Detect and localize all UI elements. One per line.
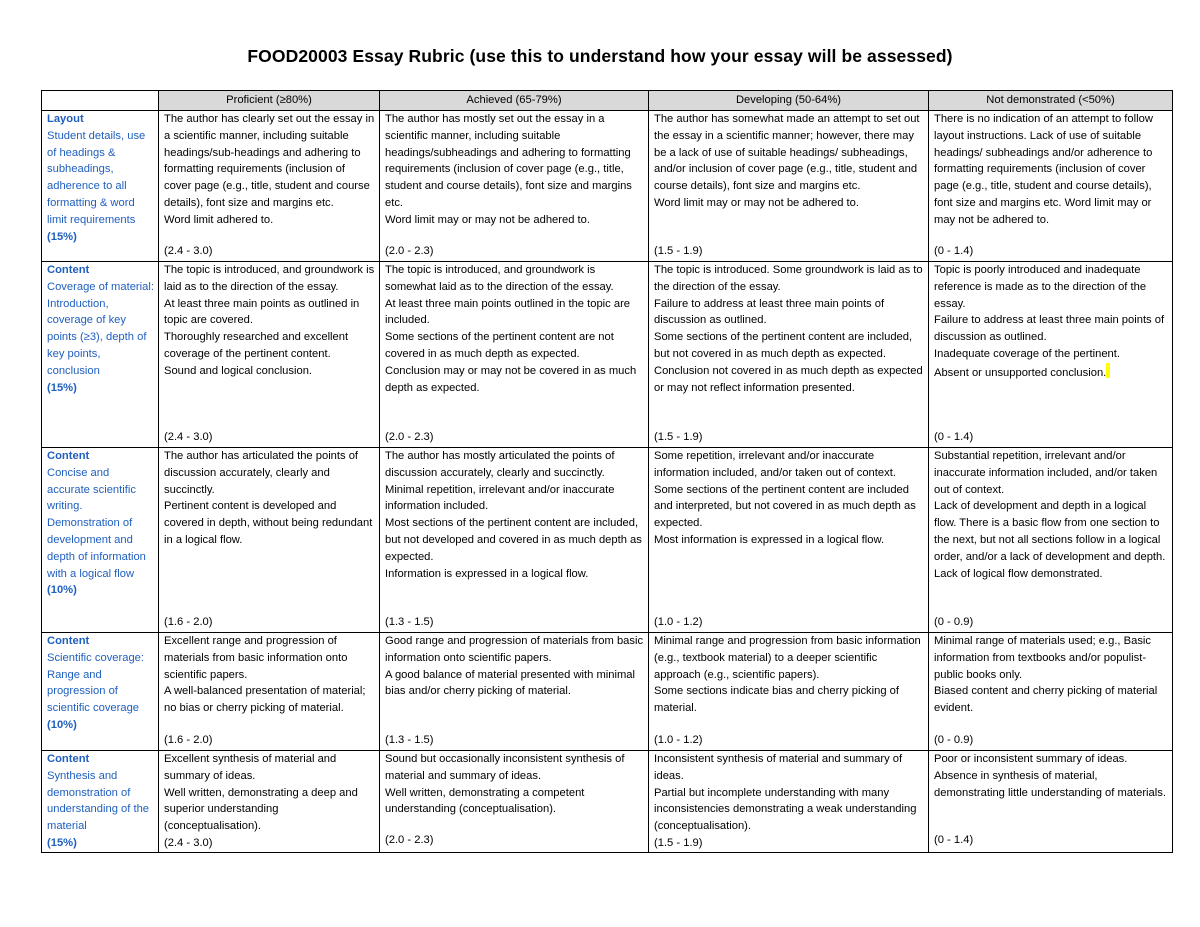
- description-line: Most sections of the pertinent content are included, but not developed and covered in as much depth as expected.: [385, 517, 642, 563]
- header-not-demonstrated: Not demonstrated (<50%): [929, 91, 1173, 111]
- criterion-name: Content: [47, 635, 90, 647]
- level-description: [934, 111, 1168, 229]
- criterion-weight: (15%): [47, 836, 77, 849]
- level-cell-developing: [649, 633, 929, 751]
- description-line: The author has somewhat made an attempt to set out the essay in a scientific manner; however, there may be a lack of use of suitable headings/ subheadings, and/or inclusion of cover page (e.g., title, student and course details), font size and margins etc.: [654, 113, 920, 193]
- level-cell-developing: [649, 262, 929, 448]
- description-line: A good balance of material presented with minimal bias and/or cherry picking of material.: [385, 668, 635, 698]
- score-range: (1.0 - 1.2): [654, 734, 703, 747]
- description-line: Partial but incomplete understanding with many inconsistencies demonstrating a weak understanding (conceptualisation).: [654, 786, 917, 833]
- description-line: Information is expressed in a logical flow.: [385, 567, 589, 580]
- criterion-name: Content: [47, 753, 90, 765]
- description-line: Topic is poorly introduced and inadequate reference is made as to the direction of the essay.: [934, 264, 1147, 310]
- score-range: (0 - 0.9): [934, 734, 974, 747]
- description-line: Conclusion not covered in as much depth as expected or may not reflect information presented.: [654, 364, 923, 394]
- header-blank-cell: [42, 91, 159, 111]
- level-cell-achieved: [380, 262, 649, 448]
- level-cell-not-demonstrated: [929, 751, 1173, 853]
- description-line: Good range and progression of materials from basic information onto scientific papers.: [385, 635, 644, 664]
- score-range: (2.4 - 3.0): [164, 245, 213, 258]
- description-line: At least three main points outlined in the topic are included.: [385, 297, 631, 327]
- rubric-row: [42, 448, 1173, 633]
- description-line: At least three main points as outlined in topic are covered.: [164, 297, 360, 327]
- score-range: (1.5 - 1.9): [654, 836, 703, 849]
- level-cell-proficient: [159, 633, 380, 751]
- description-line: Some sections of the pertinent content are included, but not covered in as much depth as expected.: [654, 331, 913, 360]
- score-range: (1.0 - 1.2): [654, 616, 703, 629]
- level-description: [164, 751, 375, 835]
- criterion-description: Student details, use of headings & subheadings, adherence to all formatting & word limit requirements: [47, 129, 146, 226]
- description-line: Biased content and cherry picking of material evident.: [934, 685, 1158, 715]
- description-line: Lack of logical flow demonstrated.: [934, 567, 1103, 580]
- description-line: The author has articulated the points of discussion accurately, clearly and succinctly.: [164, 450, 359, 496]
- level-cell-achieved: [380, 111, 649, 262]
- level-cell-developing: [649, 111, 929, 262]
- description-line: The topic is introduced, and groundwork is laid as to the direction of the essay.: [164, 264, 375, 293]
- level-cell-achieved: [380, 633, 649, 751]
- criterion-description: Concise and accurate scientific writing. Demonstration of development and depth of information with a logical flow: [47, 466, 146, 580]
- description-line: Excellent range and progression of materials from basic information onto scientific papers.: [164, 635, 348, 681]
- description-line: Minimal repetition, irrelevant and/or inaccurate information included.: [385, 483, 615, 513]
- description-line: The author has mostly set out the essay in a scientific manner, including suitable headings/subheadings and adhering to formatting requirements (inclusion of cover page (e.g., title, student and course details), font size and margins etc.: [385, 113, 632, 209]
- description-line: Substantial repetition, irrelevant and/or inaccurate information included, and/or taken out of context.: [934, 450, 1158, 496]
- description-line: The author has mostly articulated the points of discussion accurately, clearly and succinctly.: [385, 450, 615, 479]
- score-range: (1.3 - 1.5): [385, 616, 434, 629]
- criterion-name: Content: [47, 264, 90, 276]
- description-line: Failure to address at least three main points of discussion as outlined.: [654, 297, 885, 327]
- level-cell-achieved: [380, 448, 649, 633]
- level-description: [654, 262, 924, 396]
- description-line: Word limit may or may not be adhered to.: [385, 213, 590, 226]
- criterion-description: Synthesis and demonstration of understanding of the material: [47, 769, 150, 833]
- description-line: The topic is introduced, and groundwork is somewhat laid as to the direction of the essay.: [385, 264, 614, 293]
- level-description: [164, 448, 375, 549]
- level-description: [934, 448, 1168, 582]
- score-range: (2.0 - 2.3): [385, 245, 434, 258]
- rubric-row: [42, 262, 1173, 448]
- header-developing: Developing (50-64%): [649, 91, 929, 111]
- description-line: Excellent synthesis of material and summary of ideas.: [164, 753, 337, 782]
- level-description: [934, 751, 1168, 801]
- level-cell-achieved: [380, 751, 649, 853]
- description-line: Some sections of the pertinent content are included and interpreted, but not covered in as much depth as expected.: [654, 483, 916, 530]
- level-description: [164, 633, 375, 717]
- description-line: Inconsistent synthesis of material and summary of ideas.: [654, 753, 903, 782]
- header-row: [42, 91, 1173, 111]
- header-proficient: Proficient (≥80%): [159, 91, 380, 111]
- score-range: (1.5 - 1.9): [654, 431, 703, 444]
- level-description: [385, 633, 644, 700]
- description-line: Some repetition, irrelevant and/or inaccurate information included, and/or taken out of context.: [654, 450, 896, 479]
- rubric-row: [42, 751, 1173, 853]
- score-range: (0 - 0.9): [934, 616, 974, 629]
- description-line: Sound but occasionally inconsistent synthesis of material and summary of ideas.: [385, 753, 625, 782]
- level-description: [934, 262, 1168, 382]
- criterion-cell: [42, 633, 159, 751]
- criterion-description: Coverage of material: Introduction, coverage of key points (≥3), depth of key points, conclusion: [47, 280, 154, 377]
- score-range: (1.3 - 1.5): [385, 734, 434, 747]
- description-line: Some sections of the pertinent content are not covered in as much depth as expected.: [385, 331, 614, 360]
- description-line: There is no indication of an attempt to follow layout instructions. Lack of use of suitable headings/ subheadings and/or adherence to formatting requirements (inclusion of cover page (e.g., title, student and course details), font size and margins etc. Word limit may or may not be adhered to.: [934, 113, 1153, 226]
- score-range: (1.6 - 2.0): [164, 734, 213, 747]
- criterion-cell: [42, 262, 159, 448]
- level-description: [385, 262, 644, 396]
- criterion-name: Content: [47, 450, 90, 462]
- criterion-weight: (15%): [47, 230, 77, 243]
- level-cell-not-demonstrated: [929, 111, 1173, 262]
- criterion-weight: (15%): [47, 381, 77, 394]
- description-line: Poor or inconsistent summary of ideas.: [934, 753, 1128, 765]
- description-line: Well written, demonstrating a deep and superior understanding (conceptualisation).: [164, 786, 358, 833]
- level-description: [654, 751, 924, 835]
- criterion-name: Layout: [47, 113, 84, 125]
- description-line: Pertinent content is developed and covered in depth, without being redundant in a logical flow.: [164, 500, 373, 546]
- level-cell-proficient: [159, 448, 380, 633]
- description-line: A well-balanced presentation of material; no bias or cherry picking of material.: [164, 685, 366, 715]
- document-title: FOOD20003 Essay Rubric (use this to understand how your essay will be assessed): [247, 46, 953, 66]
- level-cell-developing: [649, 751, 929, 853]
- criterion-cell: [42, 448, 159, 633]
- level-description: [654, 633, 924, 717]
- score-range: (0 - 1.4): [934, 431, 974, 444]
- description-line: Most information is expressed in a logical flow.: [654, 533, 885, 546]
- level-description: [654, 111, 924, 212]
- criterion-weight: (10%): [47, 584, 77, 597]
- score-range: (1.6 - 2.0): [164, 616, 213, 629]
- score-range: (2.4 - 3.0): [164, 431, 213, 444]
- description-line: Some sections indicate bias and cherry picking of material.: [654, 685, 900, 715]
- score-range: (0 - 1.4): [934, 245, 974, 258]
- level-description: [385, 751, 644, 818]
- score-range: (2.0 - 2.3): [385, 834, 434, 847]
- description-line: Well written, demonstrating a competent understanding (conceptualisation).: [385, 786, 585, 816]
- description-line: Absence in synthesis of material, demonstrating little understanding of materials.: [934, 769, 1166, 799]
- criterion-weight: (10%): [47, 718, 77, 731]
- level-cell-not-demonstrated: [929, 262, 1173, 448]
- rubric-row: [42, 111, 1173, 262]
- description-line: Word limit may or may not be adhered to.: [654, 196, 859, 209]
- description-line: Minimal range and progression from basic information (e.g., textbook material) to a deeper scientific approach (e.g., scientific papers).: [654, 635, 921, 681]
- score-range: (1.5 - 1.9): [654, 245, 703, 258]
- criterion-description: Scientific coverage: Range and progression of scientific coverage: [47, 651, 145, 715]
- description-line: Minimal range of materials used; e.g., Basic information from textbooks and/or populist-public books only.: [934, 635, 1152, 681]
- text-highlight-mark: [1106, 363, 1110, 378]
- level-cell-not-demonstrated: [929, 448, 1173, 633]
- description-line: Inadequate coverage of the pertinent.: [934, 347, 1120, 360]
- score-range: (2.0 - 2.3): [385, 431, 434, 444]
- level-description: [164, 262, 375, 380]
- description-line: Lack of development and depth in a logical flow. There is a basic flow from one section to the next, but not all sections follow in a logical order, and/or a lack of development and depth.: [934, 500, 1166, 563]
- level-cell-proficient: [159, 751, 380, 853]
- level-cell-not-demonstrated: [929, 633, 1173, 751]
- level-description: [164, 111, 375, 229]
- description-line: Sound and logical conclusion.: [164, 364, 313, 377]
- rubric-row: [42, 633, 1173, 751]
- level-description: [934, 633, 1168, 717]
- level-description: [385, 111, 644, 229]
- description-line: Thoroughly researched and excellent coverage of the pertinent content.: [164, 331, 349, 360]
- criterion-cell: [42, 751, 159, 853]
- score-range: (2.4 - 3.0): [164, 836, 213, 849]
- level-cell-proficient: [159, 111, 380, 262]
- score-range: (0 - 1.4): [934, 834, 974, 847]
- criterion-cell: [42, 111, 159, 262]
- level-description: [385, 448, 644, 582]
- description-line: Failure to address at least three main points of discussion as outlined.: [934, 314, 1165, 344]
- level-cell-proficient: [159, 262, 380, 448]
- header-achieved: Achieved (65-79%): [380, 91, 649, 111]
- description-line: Conclusion may or may not be covered in as much depth as expected.: [385, 364, 637, 394]
- level-cell-developing: [649, 448, 929, 633]
- rubric-table: [41, 90, 1173, 853]
- description-line: The author has clearly set out the essay in a scientific manner, including suitable headings/sub-headings and adhering to formatting requirements (inclusion of cover page (e.g., title, student and course details), font size and margins etc.: [164, 113, 375, 209]
- description-line: Word limit adhered to.: [164, 213, 274, 226]
- description-line: Absent or unsupported conclusion.: [934, 363, 1168, 382]
- description-line: The topic is introduced. Some groundwork is laid as to the direction of the essay.: [654, 264, 923, 293]
- level-description: [654, 448, 924, 549]
